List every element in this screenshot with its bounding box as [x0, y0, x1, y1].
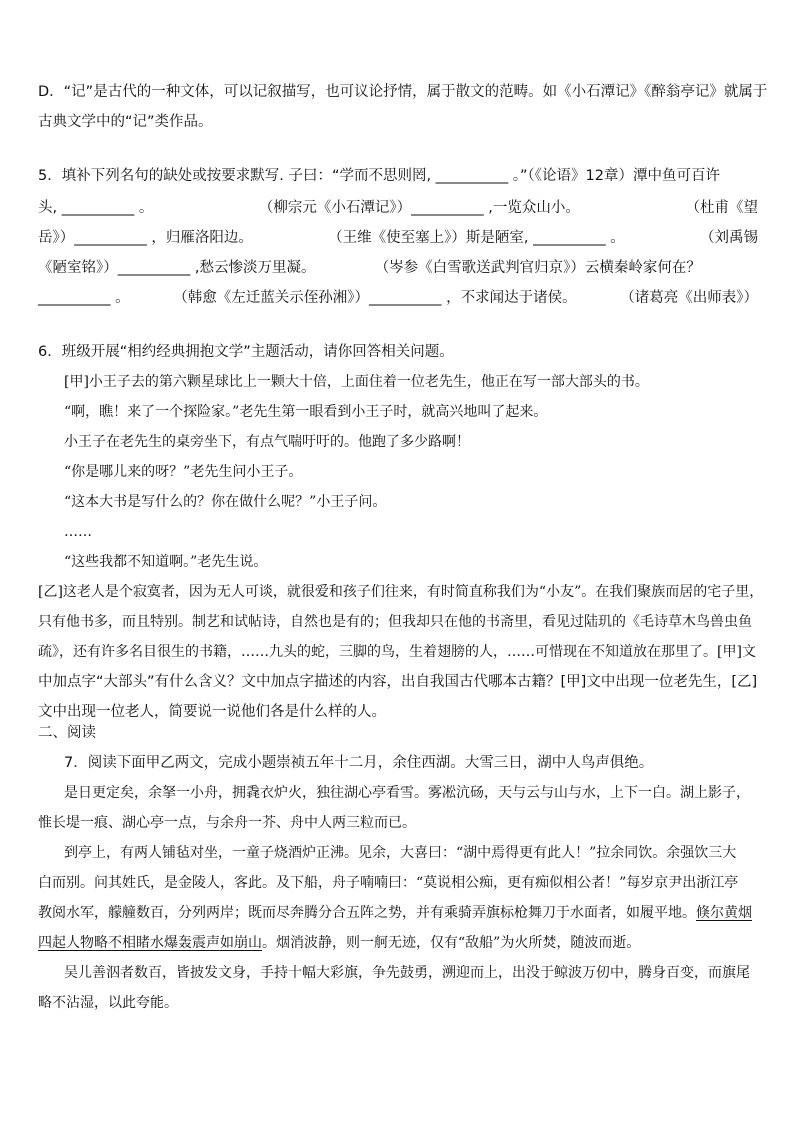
q5-line-3: [38, 223, 758, 253]
q7-p2-line: 到亭上，有两人铺毡对坐，一童子烧酒炉正沸。见余，大喜曰：“湖中焉得更有此人！”拉余同饮。余强饮三大: [64, 845, 737, 861]
q7-underlined-sentence: 四起人物略不相睹水爆轰震声如崩山: [38, 935, 262, 951]
q6-passage-yi: [38, 577, 764, 667]
q5-line-5-part-2: （韩愈《左迁蓝关示侄孙湘》）__________ ，不求闻达于诸侯。: [173, 290, 577, 306]
q6-jia-line: ……: [64, 524, 92, 540]
q5-line-3-part-1: 岳》）__________ ，归雁洛阳边。: [38, 230, 253, 246]
q7-intro: 7．阅读下面甲乙两文，完成小题崇祯五年十二月，余住西湖。大雪三日，湖中人鸟声俱绝。: [64, 755, 654, 771]
q5-line-2: [38, 193, 758, 223]
q5-line-3-part-3: （刘禹锡: [700, 230, 758, 246]
q7-p2-line: [38, 898, 758, 928]
q6-yi-line: 疏》，还有许多名目很生的书籍，……九头的蛇，三脚的鸟，生着翅膀的人，……可惜现在不知道放在那里了。[甲]文: [38, 644, 756, 660]
q5-line-5-part-1: __________ 。: [38, 290, 130, 306]
q7-underlined-sentence: 倏尔黄烟: [696, 905, 752, 921]
question-5: [38, 161, 758, 313]
q6-jia-line: “这本大书是写什么的？你在做什么呢？”小王子问。: [64, 494, 387, 510]
q7-p3-line: 略不沾湿，以此夸能。: [38, 995, 178, 1011]
section-2: [38, 722, 758, 744]
q7-p2-line: [38, 928, 758, 958]
q6-jia-line: “啊，瞧！来了一个探险家。”老先生第一眼看到小王子时，就高兴地叫了起来。: [64, 404, 548, 420]
q5-line-4: [38, 253, 758, 283]
section-2-title: 二、阅读: [38, 725, 96, 741]
q6-yi-line: 只有他书多，而且特别。制艺和试帖诗，自然也是有的；但我却只在他的书斋里，看见过陆玑的《毛诗草木鸟兽虫鱼: [38, 614, 752, 630]
q6-jia-line: 小王子在老先生的桌旁坐下，有点气喘吁吁的。他跑了多少路啊！: [64, 434, 470, 450]
q7-paragraph-1: [38, 778, 758, 838]
q5-line-4-part-1: 《陋室铭》）__________ ,愁云惨淡万里凝。: [38, 260, 316, 276]
q6-question: [38, 667, 758, 727]
q5-line-1: 5．填补下列名句的缺处或按要求默写. 子曰：“学而不思则罔, __________ 。”（《论语》12章）潭中鱼可百许: [38, 168, 720, 184]
q6-jia-line: “你是哪儿来的呀？”老先生问小王子。: [64, 464, 303, 480]
q5-line-4-part-2: （岑参《白雪歌送武判官归京》）云横秦岭家何在？: [374, 260, 701, 276]
q5-line-2-part-3: （杜甫《望: [685, 200, 758, 216]
q7-paragraph-3: [38, 958, 758, 1018]
q7-p2-text: 教阅水军，艨艟数百，分列两岸；既而尽奔腾分合五阵之势，并有乘骑弄旗标枪舞刀于水面者，如履平地。: [38, 905, 696, 921]
q5-line-5: [38, 283, 758, 313]
q6-yi-line: [乙]这老人是个寂寞者，因为无人可谈，就很爱和孩子们往来，有时简直称我们为“小友”。在我们聚族而居的宅子里，: [38, 584, 764, 600]
option-d-line-1: D．“记”是古代的一种文体，可以记叙描写，也可议论抒情，属于散文的范畴。如《小石潭记》《醉翁亭记》就属于: [38, 84, 768, 100]
q6-question-line: 文中出现一位老人，简要说一说他们各是什么样的人。: [38, 704, 386, 720]
q5-line-3-part-2: （王维《使至塞上》）斯是陋室, __________ 。: [328, 230, 625, 246]
q6-title: 6．班级开展“相约经典拥抱文学”主题活动，请你回答相关问题。: [38, 344, 454, 360]
q7-p3-line: 吴儿善泅者数百，皆披发文身，手持十幅大彩旗，争先鼓勇，溯迎而上，出没于鲸波万仞中，腾身百变，而旗尾: [64, 965, 750, 981]
q7-paragraph-2: [38, 838, 758, 958]
q6-passage-jia: [38, 367, 758, 577]
q5-line-2-part-2: （柳宗元《小石潭记》）__________ ,一览众山小。: [258, 200, 580, 216]
q6-question-line: 中加点字“大部头”有什么含义？文中加点字描述的内容，出自我国古代哪本古籍？[甲]文中出现一位老先生，[乙]: [38, 674, 758, 690]
option-d: [38, 77, 768, 137]
question-6: [38, 337, 764, 727]
q7-p1-line: 是日更定矣，余拏一小舟，拥毳衣炉火，独往湖心亭看雪。雾凇沆砀，天与云与山与水，上下一白。湖上影子，: [64, 785, 750, 801]
q6-jia-line: [甲]小王子去的第六颗星球比上一颗大十倍，上面住着一位老先生，他正在写一部大部头的书。: [64, 374, 649, 390]
option-d-line-2: 古典文学中的“记”类作品。: [38, 114, 213, 130]
q7-p2-line: 白而别。问其姓氏，是金陵人，客此。及下船，舟子喃喃曰：“莫说相公痴，更有痴似相公者！”每岁京尹出浙江亭: [38, 875, 739, 891]
q5-line-2-part-1: 头, __________ 。: [38, 200, 154, 216]
q7-p1-line: 惟长堤一痕、湖心亭一点，与余舟一芥、舟中人两三粒而已。: [38, 815, 416, 831]
question-7: [38, 748, 758, 1018]
q6-jia-line: “这些我都不知道啊。”老先生说。: [64, 554, 268, 570]
q5-line-5-part-3: （诸葛亮《出师表》）: [620, 290, 758, 306]
q7-p2-text: 。烟消波静，则一舸无迹，仅有“敌船”为火所焚，随波而逝。: [262, 935, 641, 951]
